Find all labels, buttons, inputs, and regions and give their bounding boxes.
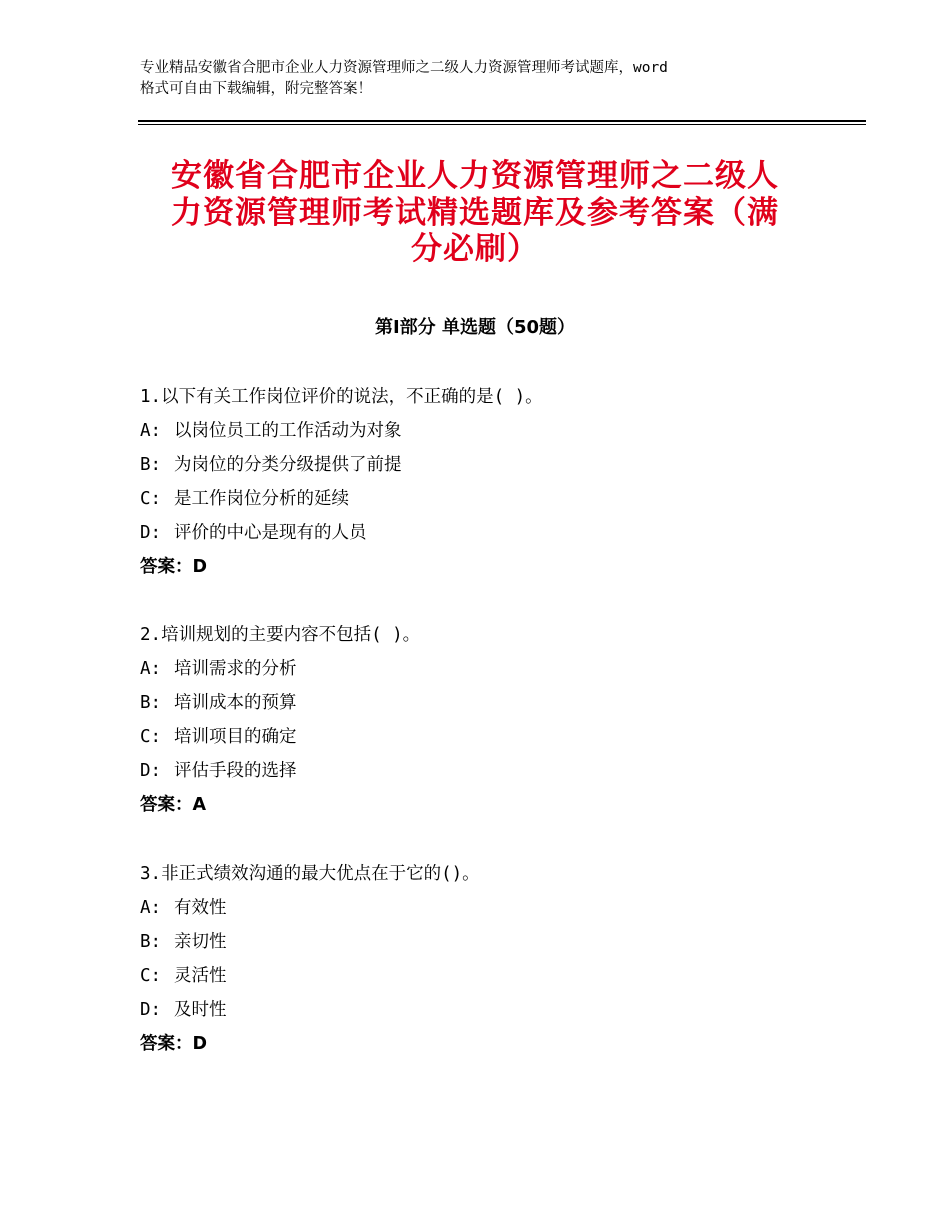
- option-a: [140, 652, 840, 686]
- option-text: 及时性: [174, 1000, 227, 1020]
- question-stem: 2.培训规划的主要内容不包括( )。: [140, 625, 421, 645]
- option-key: D:: [140, 761, 162, 781]
- option-b: [140, 448, 840, 482]
- document-title-line-1: 安徽省合肥市企业人力资源管理师之二级人: [171, 158, 779, 194]
- option-key: A:: [140, 421, 162, 441]
- option-a: [140, 891, 840, 925]
- option-key: B:: [140, 693, 162, 713]
- document-title-line-3: 分必刷）: [411, 231, 539, 267]
- option-key: D:: [140, 523, 162, 543]
- option-text: 为岗位的分类分级提供了前提: [174, 455, 402, 475]
- option-key: B:: [140, 455, 162, 475]
- option-key: C:: [140, 727, 162, 747]
- option-text: 是工作岗位分析的延续: [174, 489, 349, 509]
- option-text: 有效性: [174, 898, 227, 918]
- question-1: [140, 380, 840, 584]
- option-key: B:: [140, 932, 162, 952]
- question-stem: 3.非正式绩效沟通的最大优点在于它的()。: [140, 864, 480, 884]
- option-key: C:: [140, 489, 162, 509]
- option-c: [140, 959, 840, 993]
- answer-line: 答案：A: [140, 795, 207, 815]
- option-text: 培训需求的分析: [174, 659, 297, 679]
- answer-line: 答案：D: [140, 557, 208, 577]
- option-text: 以岗位员工的工作活动为对象: [174, 421, 402, 441]
- header-note-line-1: 专业精品安徽省合肥市企业人力资源管理师之二级人力资源管理师考试题库，word: [140, 60, 668, 76]
- option-key: D:: [140, 1000, 162, 1020]
- option-text: 灵活性: [174, 966, 227, 986]
- header-divider-thin: [138, 124, 866, 125]
- option-text: 评价的中心是现有的人员: [174, 523, 367, 543]
- document-title: [140, 158, 810, 268]
- question-2: [140, 618, 840, 822]
- header-divider-thick: [138, 120, 866, 122]
- option-d: [140, 993, 840, 1027]
- option-key: A:: [140, 898, 162, 918]
- header-note: [140, 58, 830, 100]
- option-text: 亲切性: [174, 932, 227, 952]
- option-c: [140, 720, 840, 754]
- answer-line: 答案：D: [140, 1034, 208, 1054]
- header-note-line-2: 格式可自由下载编辑，附完整答案！: [140, 81, 372, 97]
- option-c: [140, 482, 840, 516]
- option-b: [140, 925, 840, 959]
- document-title-line-2: 力资源管理师考试精选题库及参考答案（满: [171, 194, 779, 231]
- option-text: 培训项目的确定: [174, 727, 297, 747]
- option-text: 评估手段的选择: [174, 761, 297, 781]
- option-text: 培训成本的预算: [174, 693, 297, 713]
- question-3: [140, 857, 840, 1061]
- option-key: A:: [140, 659, 162, 679]
- option-d: [140, 516, 840, 550]
- option-d: [140, 754, 840, 788]
- option-key: C:: [140, 966, 162, 986]
- option-a: [140, 414, 840, 448]
- option-b: [140, 686, 840, 720]
- section-title: 第Ⅰ部分 单选题（50题）: [374, 317, 575, 338]
- question-stem: 1.以下有关工作岗位评价的说法，不正确的是( )。: [140, 387, 543, 407]
